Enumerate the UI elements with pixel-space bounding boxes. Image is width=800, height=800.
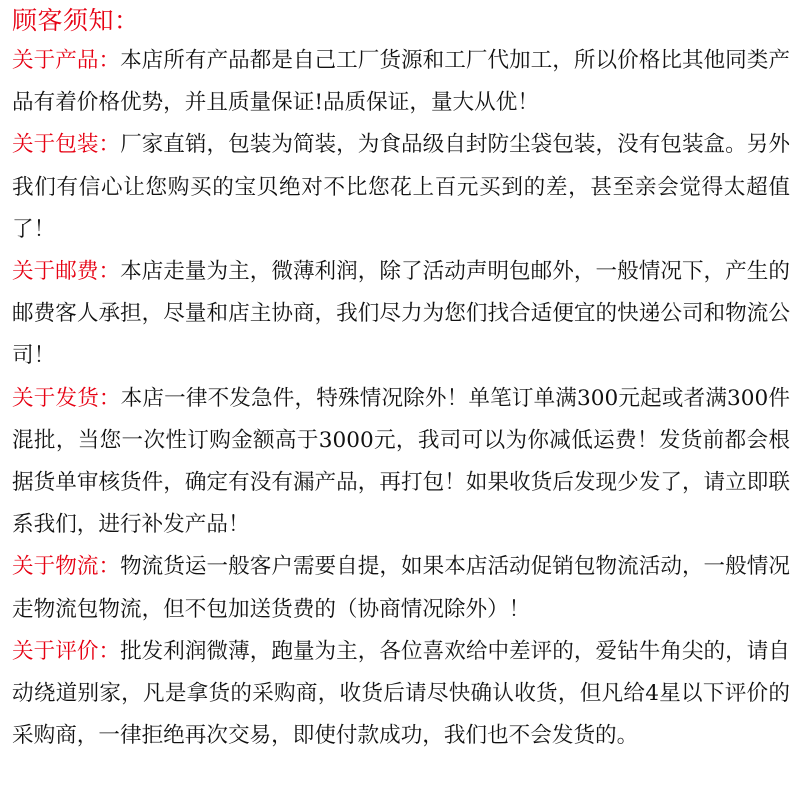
section-label: 关于物流： (12, 554, 121, 580)
section-shipping-fee (12, 251, 790, 378)
section-delivery (12, 378, 790, 547)
section-label: 关于评价： (12, 638, 121, 664)
section-text: 本店所有产品都是自己工厂货源和工厂代加工，所以价格比其他同类产品有着价格优势，并且质量保证!品质保证，量大从优！ (12, 48, 790, 116)
section-packaging (12, 124, 790, 251)
section-text: 本店一律不发急件，特殊情况除外！单笔订单满300元起或者满300件混批，当您一次性订购金额高于3000元，我司可以为你减低运费！发货前都会根据货单审核货件，确定有没有漏产品，再打包！如果收货后发现少发了，请立即联系我们，进行补发产品！ (12, 385, 790, 538)
section-label: 关于包装： (12, 132, 121, 158)
section-reviews (12, 631, 790, 758)
section-text: 本店走量为主，微薄利润，除了活动声明包邮外，一般情况下，产生的邮费客人承担，尽量和店主协商，我们尽力为您们找合适便宜的快递公司和物流公司！ (12, 259, 790, 369)
section-product (12, 40, 790, 124)
notice-title: 顾客须知： (12, 6, 140, 35)
section-label: 关于邮费： (12, 259, 121, 285)
section-label: 关于发货： (12, 385, 121, 411)
section-label: 关于产品： (12, 48, 121, 73)
section-text: 批发利润微薄，跑量为主，各位喜欢给中差评的，爱钻牛角尖的，请自动绕道别家，凡是拿货的采购商，收货后请尽快确认收货，但凡给4星以下评价的采购商，一律拒绝再次交易，即使付款成功，我们也不会发货的。 (12, 638, 790, 749)
section-text: 厂家直销，包装为简装，为食品级自封防尘袋包装，没有包装盒。另外我们有信心让您购买的宝贝绝对不比您花上百元买到的差，甚至亲会觉得太超值了！ (12, 132, 790, 242)
section-text: 物流货运一般客户需要自提，如果本店活动促销包物流活动，一般情况走物流包物流，但不包加送货费的（协商情况除外）！ (12, 554, 790, 622)
section-logistics (12, 546, 790, 630)
